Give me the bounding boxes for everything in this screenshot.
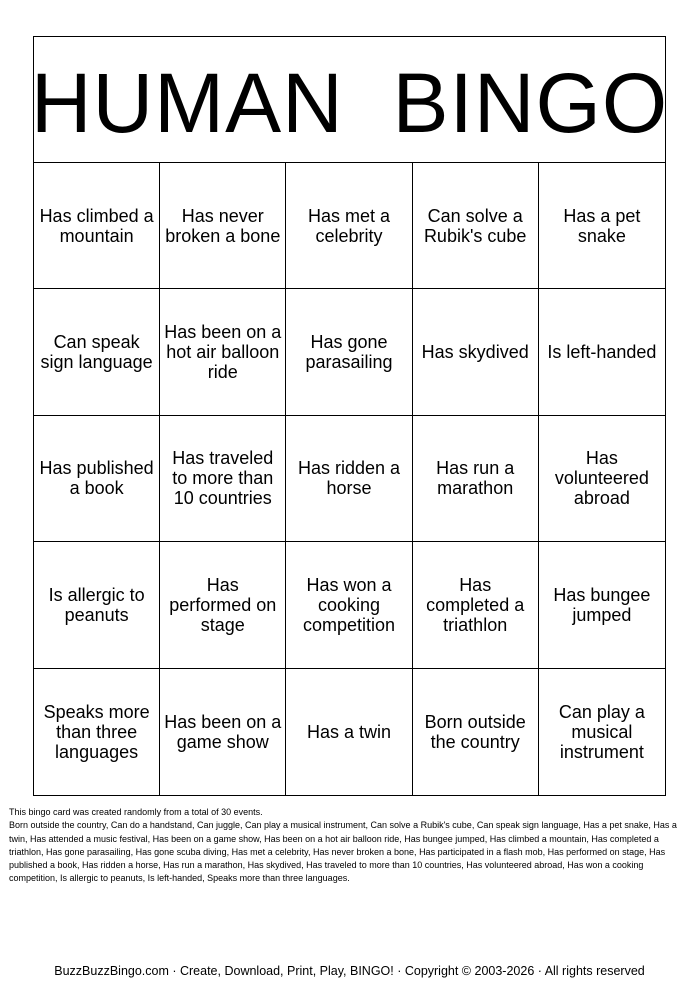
bingo-cell-3-2: Has traveled to more than 10 countries (160, 416, 286, 542)
bingo-cell-1-1: Has climbed a mountain (34, 163, 160, 289)
bingo-cell-2-1: Can speak sign language (34, 289, 160, 415)
bingo-cell-5-2: Has been on a game show (160, 669, 286, 795)
bingo-cell-4-5: Has bungee jumped (539, 542, 665, 668)
bingo-cell-2-3: Has gone parasailing (286, 289, 412, 415)
bingo-card (30, 36, 669, 796)
bingo-cell-5-1: Speaks more than three languages (34, 669, 160, 795)
info-event-list: Born outside the country, Can do a handstand, Can juggle, Can play a musical instrument, Can solve a Rubik's cube, Can speak sign language, Has a pet snake, Has a twin, Has attended a music festival, Has been on a game show, Has been on a hot air balloon ride, Has bungee jumped, Has climbed a mountain, Has completed a triathlon, Has gone parasailing, Has gone scuba diving, Has met a celebrity, Has never broken a bone, Has participated in a flash mob, Has performed on stage, Has published a book, Has ridden a horse, Has run a marathon, Has skydived, Has traveled to more than 10 countries, Has volunteered abroad, Has won a cooking competition, Is allergic to peanuts, Is left-handed, Speaks more than three languages. (9, 820, 677, 884)
bingo-cell-1-5: Has a pet snake (539, 163, 665, 289)
bingo-cell-2-4: Has skydived (413, 289, 539, 415)
bingo-cell-1-4: Can solve a Rubik's cube (413, 163, 539, 289)
bingo-cell-4-1: Is allergic to peanuts (34, 542, 160, 668)
bingo-cell-2-5: Is left-handed (539, 289, 665, 415)
bingo-cell-3-1: Has published a book (34, 416, 160, 542)
bingo-cell-4-4: Has completed a triathlon (413, 542, 539, 668)
info-intro: This bingo card was created randomly from a total of 30 events. (9, 807, 263, 817)
title-row (30, 37, 669, 163)
bingo-cell-4-2: Has performed on stage (160, 542, 286, 668)
bingo-cell-4-3: Has won a cooking competition (286, 542, 412, 668)
bingo-grid (34, 163, 665, 795)
card-info (9, 806, 691, 886)
bingo-cell-3-5: Has volunteered abroad (539, 416, 665, 542)
bingo-cell-3-4: Has run a marathon (413, 416, 539, 542)
footer: BuzzBuzzBingo.com · Create, Download, Print, Play, BINGO! · Copyright © 2003-2026 · All rights reserved (54, 964, 645, 978)
bingo-cell-1-2: Has never broken a bone (160, 163, 286, 289)
card-title: HUMAN BINGO (30, 55, 669, 150)
bingo-cell-5-5: Can play a musical instrument (558, 701, 645, 762)
bingo-cell-3-3: Has ridden a horse (286, 416, 412, 542)
bingo-cell-5-4: Born outside the country (413, 669, 539, 795)
bingo-cell-5-3: Has a twin (286, 669, 412, 795)
bingo-cell-2-2: Has been on a hot air balloon ride (160, 289, 286, 415)
bingo-cell-1-3: Has met a celebrity (286, 163, 412, 289)
